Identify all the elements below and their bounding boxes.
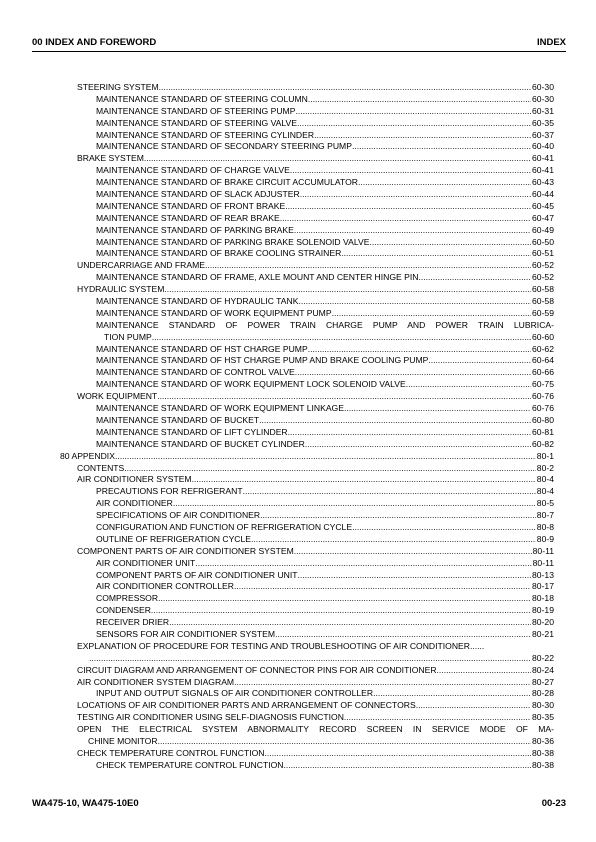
footer-model: WA475-10, WA475-10E0	[32, 798, 139, 809]
toc-entry-page: 60-31	[532, 105, 554, 116]
toc-entry-page: 80-17	[532, 581, 554, 592]
toc-leader-dots	[373, 688, 531, 700]
toc-entry-title: MAINTENANCE STANDARD OF BUCKET CYLINDER	[96, 438, 305, 449]
table-of-contents	[0, 82, 596, 772]
toc-entry[interactable]	[0, 593, 596, 605]
toc-leader-dots	[157, 391, 531, 403]
toc-leader-dots	[234, 677, 531, 689]
toc-entry[interactable]	[0, 665, 596, 677]
toc-entry-title: MAINTENANCE STANDARD OF LIFT CYLINDER	[96, 426, 288, 437]
toc-leader-dots	[297, 118, 531, 130]
toc-entry-title: OPEN THE ELECTRICAL SYSTEM ABNORMALITY RECORD SCREEN IN SERVICE MODE OF MA-	[77, 724, 554, 735]
toc-entry-page: 60-51	[532, 248, 554, 259]
toc-entry[interactable]	[0, 367, 596, 379]
toc-entry-title: CHINE MONITOR	[88, 735, 158, 746]
toc-entry-page: 80-27	[532, 676, 554, 687]
toc-entry-page: 80-35	[532, 712, 554, 723]
toc-entry-title: MAINTENANCE STANDARD OF SECONDARY STEERING PUMP	[96, 141, 352, 152]
toc-entry[interactable]	[0, 700, 596, 712]
toc-leader-dots	[294, 225, 531, 237]
toc-entry-page: 80-4	[536, 486, 554, 497]
toc-entry-title: CHECK TEMPERATURE CONTROL FUNCTION	[77, 747, 265, 758]
toc-entry-title: CONTENTS	[77, 462, 125, 473]
toc-entry-title: AIR CONDITIONER SYSTEM DIAGRAM	[77, 676, 235, 687]
toc-entry-title: HYDRAULIC SYSTEM	[77, 284, 165, 295]
toc-leader-dots	[295, 367, 531, 379]
toc-leader-dots	[418, 272, 531, 284]
toc-leader-dots	[308, 344, 531, 356]
toc-entry-title: UNDERCARRIAGE AND FRAME	[77, 260, 205, 271]
toc-entry-page: 80-2	[536, 462, 554, 473]
toc-leader-dots	[406, 379, 531, 391]
header-index-label: INDEX	[536, 37, 566, 48]
toc-entry-page: 60-75	[532, 379, 554, 390]
toc-entry[interactable]	[0, 177, 596, 189]
toc-entry-title: AIR CONDITIONER	[96, 498, 173, 509]
toc-entry[interactable]	[0, 486, 596, 498]
toc-entry-title: WORK EQUIPMENT	[77, 391, 158, 402]
toc-leader-dots	[314, 130, 531, 142]
toc-leader-dots	[298, 296, 531, 308]
toc-entry-page: 80-22	[532, 652, 554, 663]
toc-leader-dots	[89, 653, 531, 665]
toc-entry-page: 80-8	[536, 521, 554, 532]
toc-entry-page: 60-40	[532, 141, 554, 152]
toc-leader-dots	[288, 427, 531, 439]
toc-entry-page: 80-24	[532, 664, 554, 675]
toc-leader-dots	[283, 760, 531, 772]
toc-entry[interactable]	[0, 677, 596, 689]
toc-leader-dots	[259, 415, 531, 427]
toc-entry-page: 80-36	[532, 735, 554, 746]
toc-entry-title: MAINTENANCE STANDARD OF STEERING CYLINDER	[96, 129, 315, 140]
toc-entry[interactable]	[0, 451, 596, 463]
toc-leader-dots	[369, 237, 531, 249]
toc-entry-title: MAINTENANCE STANDARD OF HYDRAULIC TANK	[96, 296, 299, 307]
toc-entry-title: CONDENSER	[96, 605, 151, 616]
toc-entry-title: MAINTENANCE STANDARD OF CHARGE VALVE	[96, 165, 290, 176]
toc-entry-title: BRAKE SYSTEM	[77, 153, 144, 164]
toc-entry[interactable]	[0, 165, 596, 177]
toc-entry[interactable]	[0, 320, 596, 332]
toc-entry[interactable]	[0, 141, 596, 153]
toc-entry-page: 60-45	[532, 200, 554, 211]
toc-leader-dots	[428, 355, 531, 367]
toc-leader-dots	[352, 522, 536, 534]
toc-entry[interactable]	[0, 748, 596, 760]
toc-entry-title: MAINTENANCE STANDARD OF REAR BRAKE	[96, 212, 280, 223]
toc-entry[interactable]	[0, 463, 596, 475]
toc-entry[interactable]	[0, 724, 596, 736]
toc-entry-page: 60-82	[532, 438, 554, 449]
toc-entry-page: 80-11	[532, 545, 554, 556]
toc-entry[interactable]	[0, 355, 596, 367]
toc-leader-dots	[285, 201, 531, 213]
toc-entry[interactable]	[0, 570, 596, 582]
toc-leader-dots	[144, 153, 531, 165]
toc-entry-title: TESTING AIR CONDITIONER USING SELF-DIAGNOSIS FUNCTION	[77, 712, 344, 723]
toc-entry-title: AIR CONDITIONER CONTROLLER	[96, 581, 234, 592]
toc-entry-title: MAINTENANCE STANDARD OF WORK EQUIPMENT LINKAGE	[96, 403, 344, 414]
toc-entry[interactable]	[0, 82, 596, 94]
toc-leader-dots	[169, 617, 531, 629]
toc-entry-title: MAINTENANCE STANDARD OF WORK EQUIPMENT LOCK SOLENOID VALVE	[96, 379, 406, 390]
toc-entry-page: 60-49	[532, 224, 554, 235]
toc-entry[interactable]	[0, 284, 596, 296]
toc-entry-page: 60-50	[532, 236, 554, 247]
toc-entry-title: MAINTENANCE STANDARD OF WORK EQUIPMENT PUMP	[96, 307, 332, 318]
toc-entry-title: MAINTENANCE STANDARD OF BUCKET	[96, 414, 260, 425]
toc-entry-page: 60-64	[532, 355, 554, 366]
toc-entry[interactable]	[0, 344, 596, 356]
toc-leader-dots	[195, 558, 531, 570]
toc-leader-dots	[341, 248, 531, 260]
toc-entry-title: MAINTENANCE STANDARD OF PARKING BRAKE SOLENOID VALVE	[96, 236, 370, 247]
toc-entry[interactable]	[0, 510, 596, 522]
toc-entry-page: 60-43	[532, 177, 554, 188]
toc-entry-title: MAINTENANCE STANDARD OF STEERING PUMP	[96, 105, 296, 116]
page-footer	[32, 798, 566, 812]
toc-entry[interactable]	[0, 546, 596, 558]
header-section-title: 00 INDEX AND FOREWORD	[32, 37, 157, 48]
toc-entry-page: 80-1	[536, 450, 554, 461]
toc-entry-title: INPUT AND OUTPUT SIGNALS OF AIR CONDITIONER CONTROLLER	[96, 688, 374, 699]
toc-leader-dots	[416, 700, 531, 712]
toc-entry[interactable]	[0, 534, 596, 546]
toc-leader-dots	[192, 474, 536, 486]
footer-page-number: 00-23	[541, 798, 566, 809]
header-rule	[32, 51, 566, 52]
toc-entry-page: 80-30	[532, 700, 554, 711]
toc-entry-page: 60-47	[532, 212, 554, 223]
toc-entry[interactable]	[0, 641, 596, 653]
toc-entry-title: COMPONENT PARTS OF AIR CONDITIONER UNIT	[96, 569, 298, 580]
toc-entry[interactable]	[0, 237, 596, 249]
toc-entry-page: 60-59	[532, 307, 554, 318]
toc-leader-dots	[437, 665, 531, 677]
toc-entry-title: RECEIVER DRIER	[96, 617, 170, 628]
toc-entry-title: AIR CONDITIONER UNIT	[96, 557, 196, 568]
toc-entry[interactable]	[0, 296, 596, 308]
toc-leader-dots	[344, 403, 531, 415]
toc-entry-page: 60-44	[532, 189, 554, 200]
toc-entry[interactable]	[0, 427, 596, 439]
toc-entry-page: 80-19	[532, 605, 554, 616]
toc-entry-title: 80 APPENDIX	[60, 450, 115, 461]
toc-entry-page: 80-20	[532, 617, 554, 628]
toc-entry[interactable]	[0, 581, 596, 593]
toc-entry[interactable]	[0, 248, 596, 260]
toc-leader-dots	[344, 712, 531, 724]
toc-entry-page: 60-30	[532, 93, 554, 104]
toc-entry-title: OUTLINE OF REFRIGERATION CYCLE	[96, 533, 252, 544]
toc-entry-title: LOCATIONS OF AIR CONDITIONER PARTS AND ARRANGEMENT OF CONNECTORS	[77, 700, 416, 711]
toc-entry-title: STEERING SYSTEM	[77, 82, 159, 92]
toc-entry-title: MAINTENANCE STANDARD OF FRONT BRAKE	[96, 200, 286, 211]
toc-leader-dots	[243, 486, 536, 498]
toc-leader-dots	[352, 141, 531, 153]
toc-entry[interactable]	[0, 403, 596, 415]
toc-entry[interactable]	[0, 379, 596, 391]
toc-leader-dots	[234, 581, 531, 593]
toc-entry-page: 60-60	[532, 331, 554, 342]
toc-entry[interactable]	[0, 522, 596, 534]
toc-entry[interactable]	[0, 439, 596, 451]
toc-entry-title: MAINTENANCE STANDARD OF CONTROL VALVE	[96, 367, 295, 378]
toc-entry-title: TION PUMP	[104, 331, 152, 342]
toc-entry[interactable]	[0, 225, 596, 237]
toc-leader-dots	[280, 213, 531, 225]
toc-entry-page: 80-13	[532, 569, 554, 580]
toc-entry-page: 80-7	[536, 510, 554, 521]
toc-entry-title: MAINTENANCE STANDARD OF POWER TRAIN CHARGE PUMP AND POWER TRAIN LUBRICA-	[96, 319, 554, 330]
toc-leader-dots	[173, 498, 536, 510]
toc-entry-page: 60-35	[532, 117, 554, 128]
toc-entry-page: 80-38	[532, 759, 554, 770]
toc-entry[interactable]	[0, 760, 596, 772]
toc-entry-page: 60-52	[532, 260, 554, 271]
toc-leader-dots	[294, 546, 532, 558]
toc-leader-dots	[124, 463, 536, 475]
toc-entry-title: MAINTENANCE STANDARD OF STEERING COLUMN	[96, 93, 308, 104]
toc-entry[interactable]	[0, 474, 596, 486]
toc-entry-page: 60-76	[532, 391, 554, 402]
toc-leader-dots	[275, 629, 531, 641]
toc-entry[interactable]	[0, 308, 596, 320]
toc-entry-title: CONFIGURATION AND FUNCTION OF REFRIGERATION CYCLE	[96, 521, 353, 532]
toc-leader-dots	[251, 534, 536, 546]
toc-entry[interactable]	[0, 688, 596, 700]
toc-leader-dots	[300, 189, 531, 201]
toc-entry-title: SPECIFICATIONS OF AIR CONDITIONER	[96, 510, 261, 521]
toc-entry-page: 60-81	[532, 426, 554, 437]
toc-entry-page: 60-66	[532, 367, 554, 378]
toc-entry[interactable]	[0, 260, 596, 272]
toc-leader-dots	[158, 593, 531, 605]
toc-entry-page: 60-62	[532, 343, 554, 354]
toc-leader-dots	[332, 308, 531, 320]
toc-entry-page: 60-80	[532, 414, 554, 425]
toc-entry-title: SENSORS FOR AIR CONDITIONER SYSTEM	[96, 628, 276, 639]
toc-entry-page: 60-30	[532, 82, 554, 92]
toc-entry[interactable]	[0, 653, 596, 665]
page-header	[32, 37, 566, 51]
toc-entry[interactable]	[0, 415, 596, 427]
toc-entry[interactable]	[0, 201, 596, 213]
toc-entry[interactable]	[0, 118, 596, 130]
toc-leader-dots	[305, 439, 531, 451]
toc-entry[interactable]	[0, 213, 596, 225]
toc-entry-title: EXPLANATION OF PROCEDURE FOR TESTING AND TROUBLESHOOTING OF AIR CONDITIONER......	[77, 640, 485, 651]
toc-entry-page: 80-9	[536, 533, 554, 544]
toc-entry-title: MAINTENANCE STANDARD OF PARKING BRAKE	[96, 224, 294, 235]
toc-entry-page: 80-18	[532, 593, 554, 604]
toc-entry-title: MAINTENANCE STANDARD OF HST CHARGE PUMP AND BRAKE COOLING PUMP	[96, 355, 429, 366]
toc-entry-title: CIRCUIT DIAGRAM AND ARRANGEMENT OF CONNECTOR PINS FOR AIR CONDITIONER	[77, 664, 437, 675]
toc-leader-dots	[260, 510, 536, 522]
toc-entry-page: 60-41	[532, 153, 554, 164]
toc-entry[interactable]	[0, 558, 596, 570]
toc-entry[interactable]	[0, 736, 596, 748]
toc-entry-page: 80-11	[532, 557, 554, 568]
toc-leader-dots	[115, 451, 536, 463]
toc-entry-title: AIR CONDITIONER SYSTEM	[77, 474, 192, 485]
toc-entry[interactable]	[0, 498, 596, 510]
toc-entry-title: COMPONENT PARTS OF AIR CONDITIONER SYSTEM	[77, 545, 294, 556]
toc-leader-dots	[290, 165, 531, 177]
toc-leader-dots	[164, 284, 531, 296]
toc-entry-title: CHECK TEMPERATURE CONTROL FUNCTION	[96, 759, 284, 770]
toc-entry-title: MAINTENANCE STANDARD OF SLACK ADJUSTER	[96, 189, 300, 200]
toc-leader-dots	[158, 736, 531, 748]
toc-entry[interactable]	[0, 629, 596, 641]
toc-leader-dots	[295, 106, 531, 118]
toc-entry-page: 60-58	[532, 284, 554, 295]
toc-entry-page: 80-38	[532, 747, 554, 758]
toc-leader-dots	[358, 177, 531, 189]
toc-entry-title: MAINTENANCE STANDARD OF HST CHARGE PUMP	[96, 343, 308, 354]
toc-leader-dots	[308, 94, 531, 106]
toc-entry[interactable]	[0, 272, 596, 284]
toc-entry[interactable]	[0, 153, 596, 165]
toc-leader-dots	[298, 570, 532, 582]
toc-leader-dots	[151, 605, 531, 617]
toc-entry-title: MAINTENANCE STANDARD OF BRAKE COOLING STRAINER	[96, 248, 342, 259]
toc-leader-dots	[159, 82, 531, 94]
toc-entry-page: 60-58	[532, 296, 554, 307]
toc-entry[interactable]	[0, 189, 596, 201]
toc-entry[interactable]	[0, 332, 596, 344]
toc-entry-title: MAINTENANCE STANDARD OF STEERING VALVE	[96, 117, 298, 128]
toc-entry[interactable]	[0, 391, 596, 403]
toc-entry[interactable]	[0, 617, 596, 629]
toc-entry-title: MAINTENANCE STANDARD OF BRAKE CIRCUIT ACCUMULATOR	[96, 177, 358, 188]
toc-entry[interactable]	[0, 94, 596, 106]
toc-entry-page: 80-21	[532, 628, 554, 639]
toc-entry-page: 80-4	[536, 474, 554, 485]
toc-entry-title: COMPRESSOR	[96, 593, 159, 604]
toc-entry-page: 60-41	[532, 165, 554, 176]
toc-leader-dots	[205, 260, 531, 272]
toc-entry-title: PRECAUTIONS FOR REFRIGERANT	[96, 486, 243, 497]
toc-entry-page: 80-5	[536, 498, 554, 509]
toc-entry[interactable]	[0, 605, 596, 617]
toc-entry-page: 60-52	[532, 272, 554, 283]
toc-entry-page: 80-28	[532, 688, 554, 699]
toc-entry[interactable]	[0, 712, 596, 724]
toc-entry-page: 60-76	[532, 403, 554, 414]
toc-entry-page: 60-37	[532, 129, 554, 140]
toc-leader-dots	[152, 332, 531, 344]
toc-entry[interactable]	[0, 106, 596, 118]
toc-entry-title: MAINTENANCE STANDARD OF FRAME, AXLE MOUNT AND CENTER HINGE PIN	[96, 272, 419, 283]
toc-entry[interactable]	[0, 130, 596, 142]
toc-leader-dots	[264, 748, 531, 760]
